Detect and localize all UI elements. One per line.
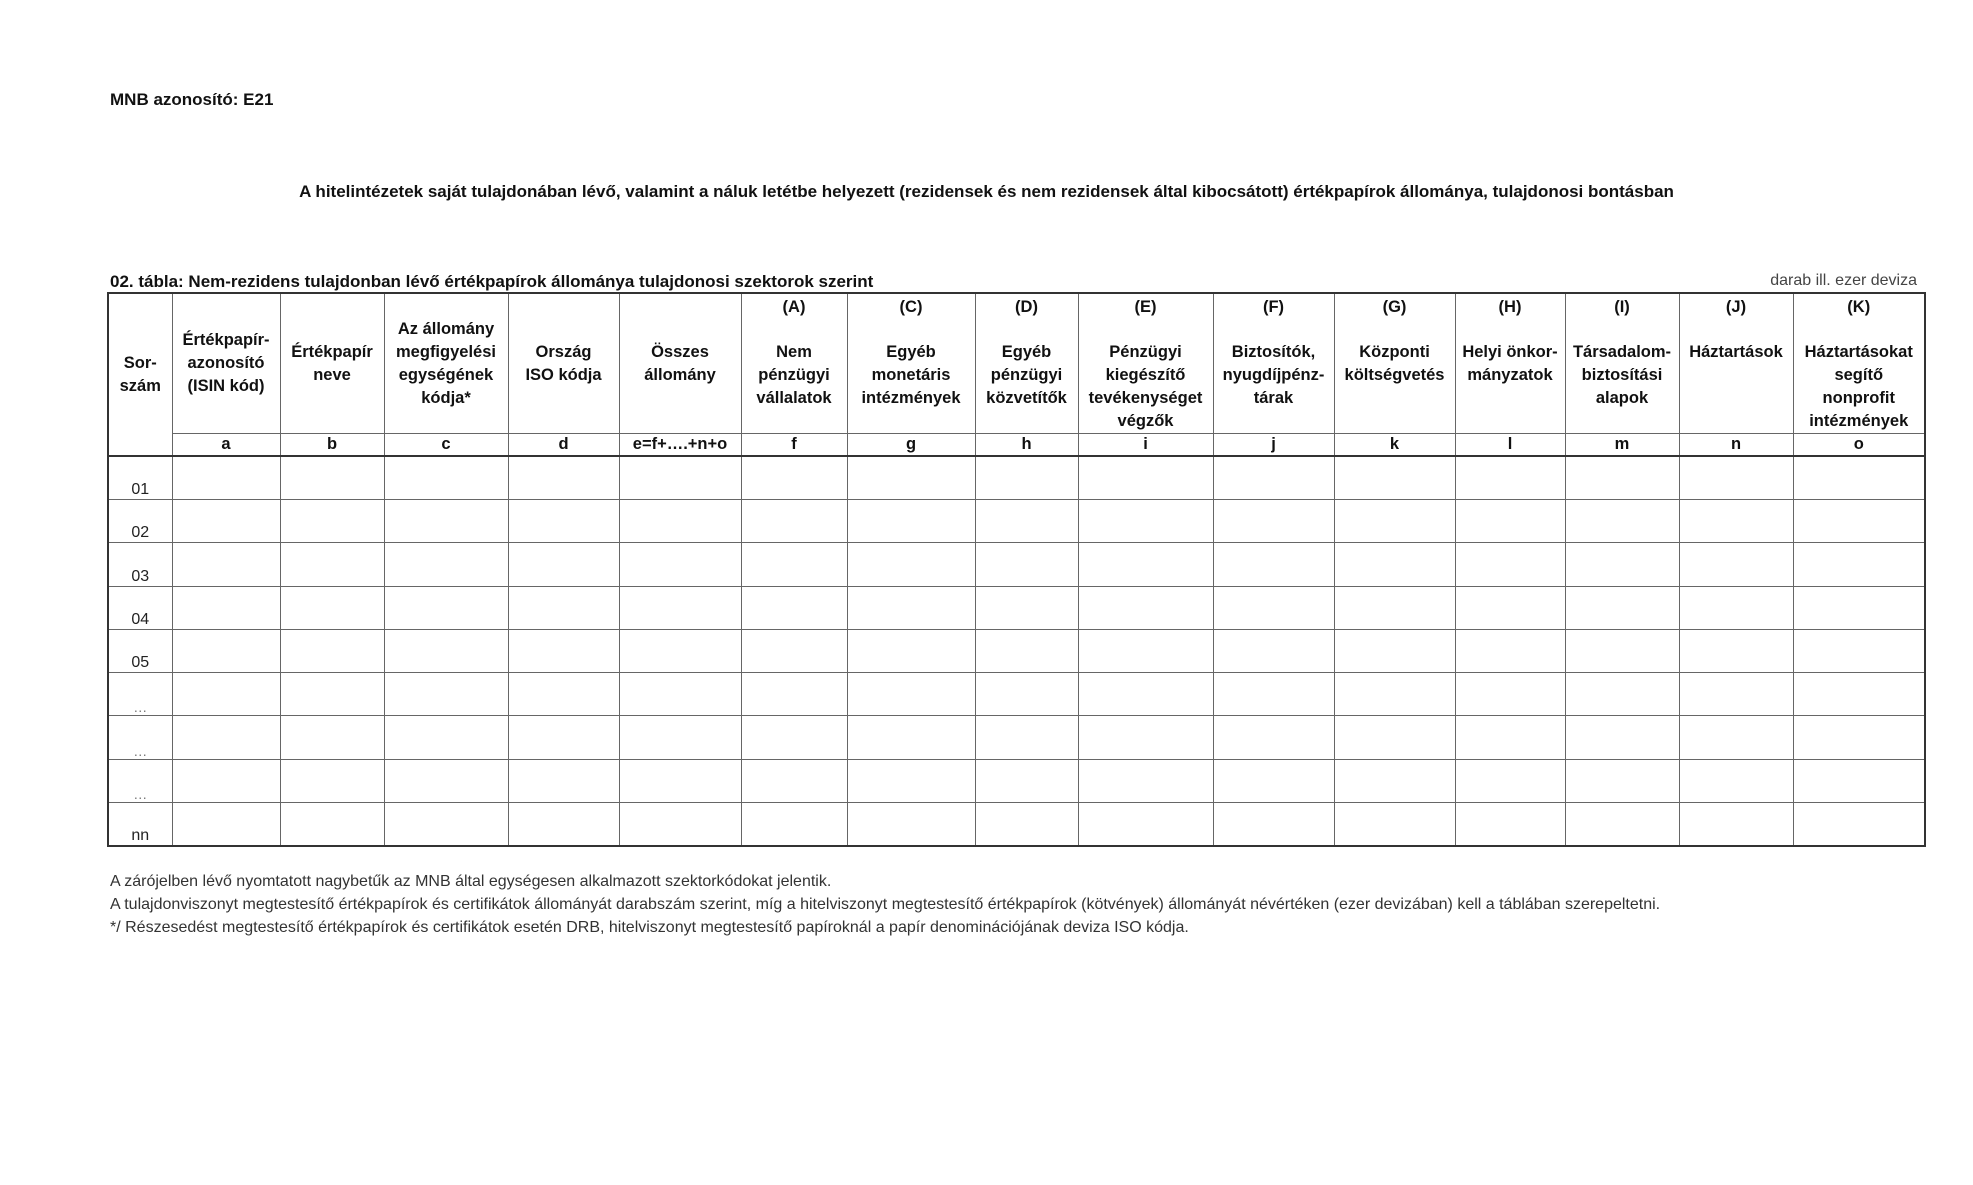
data-cell[interactable]	[508, 456, 619, 500]
header-label-line: Háztartások	[1689, 343, 1783, 361]
data-cell[interactable]	[1679, 629, 1793, 672]
data-cell[interactable]	[280, 802, 384, 846]
data-cell[interactable]	[975, 759, 1078, 802]
unit-note: darab ill. ezer deviza	[1770, 272, 1917, 289]
data-cell[interactable]	[1679, 586, 1793, 629]
header-label-line: Pénzügyi	[1109, 343, 1182, 361]
column-header-sector-d	[975, 293, 1078, 434]
data-cell[interactable]	[1213, 759, 1334, 802]
column-header-name	[280, 293, 384, 434]
column-letter: j	[1213, 434, 1334, 457]
mnb-identifier: MNB azonosító: E21	[110, 90, 274, 109]
data-cell[interactable]	[172, 543, 280, 586]
row-number: 05	[108, 629, 172, 672]
data-cell[interactable]	[1455, 543, 1565, 586]
column-header-sector-c	[847, 293, 975, 434]
data-cell[interactable]	[847, 673, 975, 716]
data-cell[interactable]	[1793, 629, 1925, 672]
data-cell[interactable]	[1213, 673, 1334, 716]
header-label-line: közvetítők	[986, 389, 1067, 407]
data-cell[interactable]	[384, 456, 508, 500]
header-label-line: neve	[313, 365, 351, 384]
data-cell[interactable]	[1793, 586, 1925, 629]
data-cell[interactable]	[172, 456, 280, 500]
header-label-line: tevékenységet	[1088, 389, 1203, 407]
table-row	[108, 629, 1925, 672]
header-label-line: Az állomány	[397, 319, 495, 338]
data-cell[interactable]	[1334, 456, 1455, 500]
column-letter: l	[1455, 434, 1565, 457]
table-body	[108, 456, 1925, 846]
column-header-sector-j	[1679, 293, 1793, 434]
data-cell[interactable]	[1455, 802, 1565, 846]
table-row	[108, 500, 1925, 543]
column-letter: h	[975, 434, 1078, 457]
sorszam-label-line: Sor-	[123, 353, 157, 372]
header-label-line: segítő	[1834, 366, 1884, 384]
data-cell[interactable]	[847, 716, 975, 759]
data-cell[interactable]	[975, 716, 1078, 759]
column-letter: n	[1679, 434, 1793, 457]
column-letter: e=f+….+n+o	[619, 434, 741, 457]
data-cell[interactable]	[508, 500, 619, 543]
row-number: 01	[108, 456, 172, 500]
data-cell[interactable]	[1078, 716, 1213, 759]
footnote: A tulajdonviszonyt megtestesítő értékpapírok és certifikátok állományát darabszám szerint, míg a hitelviszonyt megtestesítő értékpapírok (kötvények) állományát névértéken (ezer devizában) kell a táblában szerepeltetni.	[110, 896, 1661, 913]
column-letter: g	[847, 434, 975, 457]
header-label-line: (ISIN kód)	[187, 377, 265, 395]
column-letter: i	[1078, 434, 1213, 457]
data-cell[interactable]	[1793, 673, 1925, 716]
data-cell[interactable]	[619, 586, 741, 629]
data-cell[interactable]	[1334, 543, 1455, 586]
header-label-line: Háztartásokat	[1804, 343, 1913, 361]
data-cell[interactable]	[1455, 586, 1565, 629]
data-cell[interactable]	[1334, 673, 1455, 716]
sector-code: (A)	[782, 298, 806, 316]
header-label-line: nonprofit	[1822, 389, 1895, 407]
data-cell[interactable]	[741, 802, 847, 846]
data-cell[interactable]	[280, 759, 384, 802]
data-cell[interactable]	[975, 629, 1078, 672]
data-cell[interactable]	[1213, 629, 1334, 672]
data-cell[interactable]	[1078, 629, 1213, 672]
sector-code: (I)	[1614, 298, 1630, 316]
data-cell[interactable]	[172, 629, 280, 672]
data-cell[interactable]	[741, 500, 847, 543]
data-cell[interactable]	[172, 673, 280, 716]
data-cell[interactable]	[619, 716, 741, 759]
table-row	[108, 716, 1925, 759]
data-cell[interactable]	[1078, 586, 1213, 629]
data-cell[interactable]	[975, 456, 1078, 500]
data-cell[interactable]	[1078, 802, 1213, 846]
data-cell[interactable]	[1455, 456, 1565, 500]
data-cell[interactable]	[1455, 759, 1565, 802]
column-letter: k	[1334, 434, 1455, 457]
header-label-line: tárak	[1253, 389, 1294, 407]
column-header-sector-f	[1213, 293, 1334, 434]
data-cell[interactable]	[280, 586, 384, 629]
sorszam-label-line: szám	[119, 376, 161, 395]
data-cell[interactable]	[975, 802, 1078, 846]
data-cell[interactable]	[619, 673, 741, 716]
data-cell[interactable]	[1679, 543, 1793, 586]
column-header-sector-a	[741, 293, 847, 434]
data-cell[interactable]	[508, 673, 619, 716]
header-label-line: mányzatok	[1467, 366, 1553, 384]
column-letter-row	[108, 434, 1925, 457]
header-label-line: kódja*	[421, 388, 471, 407]
data-cell[interactable]	[172, 500, 280, 543]
data-cell[interactable]	[1565, 456, 1679, 500]
data-cell[interactable]	[1455, 673, 1565, 716]
data-cell[interactable]	[1213, 586, 1334, 629]
sector-code: (C)	[899, 298, 923, 316]
data-cell[interactable]	[847, 586, 975, 629]
data-cell[interactable]	[1793, 759, 1925, 802]
column-letter: a	[172, 434, 280, 457]
table-row	[108, 759, 1925, 802]
data-cell[interactable]	[172, 586, 280, 629]
column-header-sector-k	[1793, 293, 1925, 434]
data-cell[interactable]	[1793, 716, 1925, 759]
sorszam-header	[108, 293, 172, 456]
data-cell[interactable]	[619, 759, 741, 802]
data-cell[interactable]	[384, 586, 508, 629]
data-cell[interactable]	[280, 673, 384, 716]
page-title: A hitelintézetek saját tulajdonában lévő, valamint a náluk letétbe helyezett (rezidensek és nem rezidensek által kibocsátott) értékpapírok állománya, tulajdonosi bontásban	[299, 182, 1674, 201]
row-number: nn	[108, 802, 172, 846]
table-caption: 02. tábla: Nem-rezidens tulajdonban lévő értékpapírok állománya tulajdonosi szektorok szerint	[110, 272, 874, 291]
table-row	[108, 673, 1925, 716]
data-cell[interactable]	[508, 586, 619, 629]
data-cell[interactable]	[847, 456, 975, 500]
data-cell[interactable]	[1679, 456, 1793, 500]
data-cell[interactable]	[1455, 629, 1565, 672]
header-label-line: biztosítási	[1581, 366, 1663, 384]
row-number: …	[108, 716, 172, 759]
data-cell[interactable]	[741, 629, 847, 672]
data-cell[interactable]	[1565, 629, 1679, 672]
column-letter: c	[384, 434, 508, 457]
header-label-line: Biztosítók,	[1231, 343, 1316, 361]
footnote: A zárójelben lévő nyomtatott nagybetűk az MNB által egységesen alkalmazott szektorkódokat jelentik.	[110, 873, 832, 890]
data-cell[interactable]	[172, 759, 280, 802]
header-label-line: intézmények	[861, 389, 961, 407]
data-cell[interactable]	[280, 629, 384, 672]
header-label-line: nyugdíjpénz-	[1222, 366, 1325, 384]
data-cell[interactable]	[1793, 802, 1925, 846]
column-letter: m	[1565, 434, 1679, 457]
column-letter: b	[280, 434, 384, 457]
data-cell[interactable]	[975, 543, 1078, 586]
data-cell[interactable]	[1679, 716, 1793, 759]
data-cell[interactable]	[384, 500, 508, 543]
data-cell[interactable]	[741, 716, 847, 759]
header-label-line: intézmények	[1809, 412, 1909, 430]
data-cell[interactable]	[508, 543, 619, 586]
data-cell[interactable]	[1213, 543, 1334, 586]
header-label-line: Társadalom-	[1572, 343, 1672, 361]
data-cell[interactable]	[1334, 716, 1455, 759]
data-cell[interactable]	[280, 543, 384, 586]
column-header-unit-code	[384, 293, 508, 434]
sector-code: (H)	[1498, 298, 1522, 316]
header-label-line: megfigyelési	[396, 342, 496, 361]
sector-code: (G)	[1382, 298, 1407, 316]
column-header-sector-i	[1565, 293, 1679, 434]
data-cell[interactable]	[1793, 456, 1925, 500]
data-cell[interactable]	[1213, 802, 1334, 846]
data-cell[interactable]	[975, 586, 1078, 629]
column-letter: d	[508, 434, 619, 457]
data-cell[interactable]	[1334, 500, 1455, 543]
sector-code: (J)	[1725, 298, 1747, 316]
data-cell[interactable]	[508, 716, 619, 759]
table-row	[108, 456, 1925, 500]
data-cell[interactable]	[847, 759, 975, 802]
data-cell[interactable]	[1213, 716, 1334, 759]
data-cell[interactable]	[1078, 673, 1213, 716]
header-label-line: ISO kódja	[525, 365, 602, 384]
header-label-line: Egyéb	[1001, 343, 1052, 361]
data-cell[interactable]	[1793, 543, 1925, 586]
holdings-table	[107, 292, 1926, 847]
header-label-line: alapok	[1595, 389, 1649, 407]
column-header-sector-e	[1078, 293, 1213, 434]
data-cell[interactable]	[619, 456, 741, 500]
data-cell[interactable]	[1679, 802, 1793, 846]
data-cell[interactable]	[741, 586, 847, 629]
column-header-country-iso	[508, 293, 619, 434]
header-label-line: monetáris	[871, 366, 951, 384]
footnotes	[110, 870, 1660, 939]
header-label-line: azonosító	[187, 354, 265, 372]
data-cell[interactable]	[1679, 673, 1793, 716]
data-cell[interactable]	[1078, 543, 1213, 586]
data-cell[interactable]	[619, 629, 741, 672]
header-label-line: egységének	[398, 365, 494, 384]
data-cell[interactable]	[1565, 802, 1679, 846]
data-cell[interactable]	[384, 629, 508, 672]
row-number: …	[108, 759, 172, 802]
data-cell[interactable]	[1078, 759, 1213, 802]
header-label-line: költségvetés	[1344, 366, 1445, 384]
data-cell[interactable]	[847, 500, 975, 543]
data-cell[interactable]	[1565, 586, 1679, 629]
data-cell[interactable]	[619, 543, 741, 586]
data-cell[interactable]	[1455, 500, 1565, 543]
header-label-line: végzők	[1117, 412, 1174, 430]
table-row	[108, 802, 1925, 846]
header-label-line: pénzügyi	[990, 366, 1063, 384]
data-cell[interactable]	[508, 759, 619, 802]
row-number: 02	[108, 500, 172, 543]
column-header-isin	[172, 293, 280, 434]
header-label-line: Nem	[776, 343, 812, 361]
header-label-line: állomány	[644, 365, 716, 384]
sector-code: (K)	[1847, 298, 1871, 316]
data-cell[interactable]	[384, 543, 508, 586]
data-cell[interactable]	[280, 716, 384, 759]
data-cell[interactable]	[508, 629, 619, 672]
data-cell[interactable]	[1565, 759, 1679, 802]
data-cell[interactable]	[741, 673, 847, 716]
table-row	[108, 586, 1925, 629]
footnote: */ Részesedést megtestesítő értékpapírok és certifikátok esetén DRB, hitelviszonyt megtestesítő papíroknál a papír denominációjának deviza ISO kódja.	[110, 919, 1189, 936]
data-cell[interactable]	[1334, 586, 1455, 629]
header-label-line: Egyéb	[886, 343, 936, 361]
data-cell[interactable]	[1078, 500, 1213, 543]
header-label-line: pénzügyi	[758, 366, 830, 384]
data-cell[interactable]	[847, 629, 975, 672]
data-cell[interactable]	[384, 716, 508, 759]
data-cell[interactable]	[1565, 543, 1679, 586]
data-cell[interactable]	[619, 802, 741, 846]
row-number: …	[108, 673, 172, 716]
data-cell[interactable]	[741, 543, 847, 586]
data-cell[interactable]	[975, 673, 1078, 716]
data-cell[interactable]	[1334, 802, 1455, 846]
data-cell[interactable]	[172, 802, 280, 846]
column-header-sector-g	[1334, 293, 1455, 434]
header-label-line: kiegészítő	[1105, 366, 1186, 384]
column-letter: o	[1793, 434, 1925, 457]
data-cell[interactable]	[172, 716, 280, 759]
header-label-line: Ország	[535, 342, 592, 361]
header-label-line: Helyi önkor-	[1462, 343, 1558, 361]
data-cell[interactable]	[1565, 500, 1679, 543]
data-cell[interactable]	[1679, 759, 1793, 802]
data-cell[interactable]	[1078, 456, 1213, 500]
header-label-line: Értékpapír-	[182, 331, 270, 349]
data-cell[interactable]	[741, 456, 847, 500]
data-cell[interactable]	[508, 802, 619, 846]
row-number: 04	[108, 586, 172, 629]
data-cell[interactable]	[619, 500, 741, 543]
column-header-sector-h	[1455, 293, 1565, 434]
data-cell[interactable]	[1213, 500, 1334, 543]
data-cell[interactable]	[741, 759, 847, 802]
data-cell[interactable]	[280, 500, 384, 543]
data-cell[interactable]	[384, 802, 508, 846]
data-cell[interactable]	[1213, 456, 1334, 500]
column-letter: f	[741, 434, 847, 457]
header-row	[108, 293, 1925, 434]
header-label-line: Központi	[1359, 343, 1430, 361]
data-cell[interactable]	[1565, 716, 1679, 759]
row-number: 03	[108, 543, 172, 586]
data-cell[interactable]	[847, 802, 975, 846]
header-label-line: Értékpapír	[291, 342, 373, 361]
data-cell[interactable]	[1565, 673, 1679, 716]
data-cell[interactable]	[280, 456, 384, 500]
sector-code: (F)	[1262, 298, 1285, 316]
sector-code: (E)	[1134, 298, 1157, 316]
header-label-line: vállalatok	[756, 389, 832, 407]
header-label-line: Összes	[651, 342, 709, 361]
data-cell[interactable]	[1334, 759, 1455, 802]
sector-code: (D)	[1015, 298, 1038, 316]
data-cell[interactable]	[1334, 629, 1455, 672]
data-cell[interactable]	[975, 500, 1078, 543]
column-header-total	[619, 293, 741, 434]
data-cell[interactable]	[1793, 500, 1925, 543]
table-row	[108, 543, 1925, 586]
data-cell[interactable]	[384, 759, 508, 802]
data-cell[interactable]	[847, 543, 975, 586]
data-cell[interactable]	[384, 673, 508, 716]
data-cell[interactable]	[1679, 500, 1793, 543]
data-cell[interactable]	[1455, 716, 1565, 759]
